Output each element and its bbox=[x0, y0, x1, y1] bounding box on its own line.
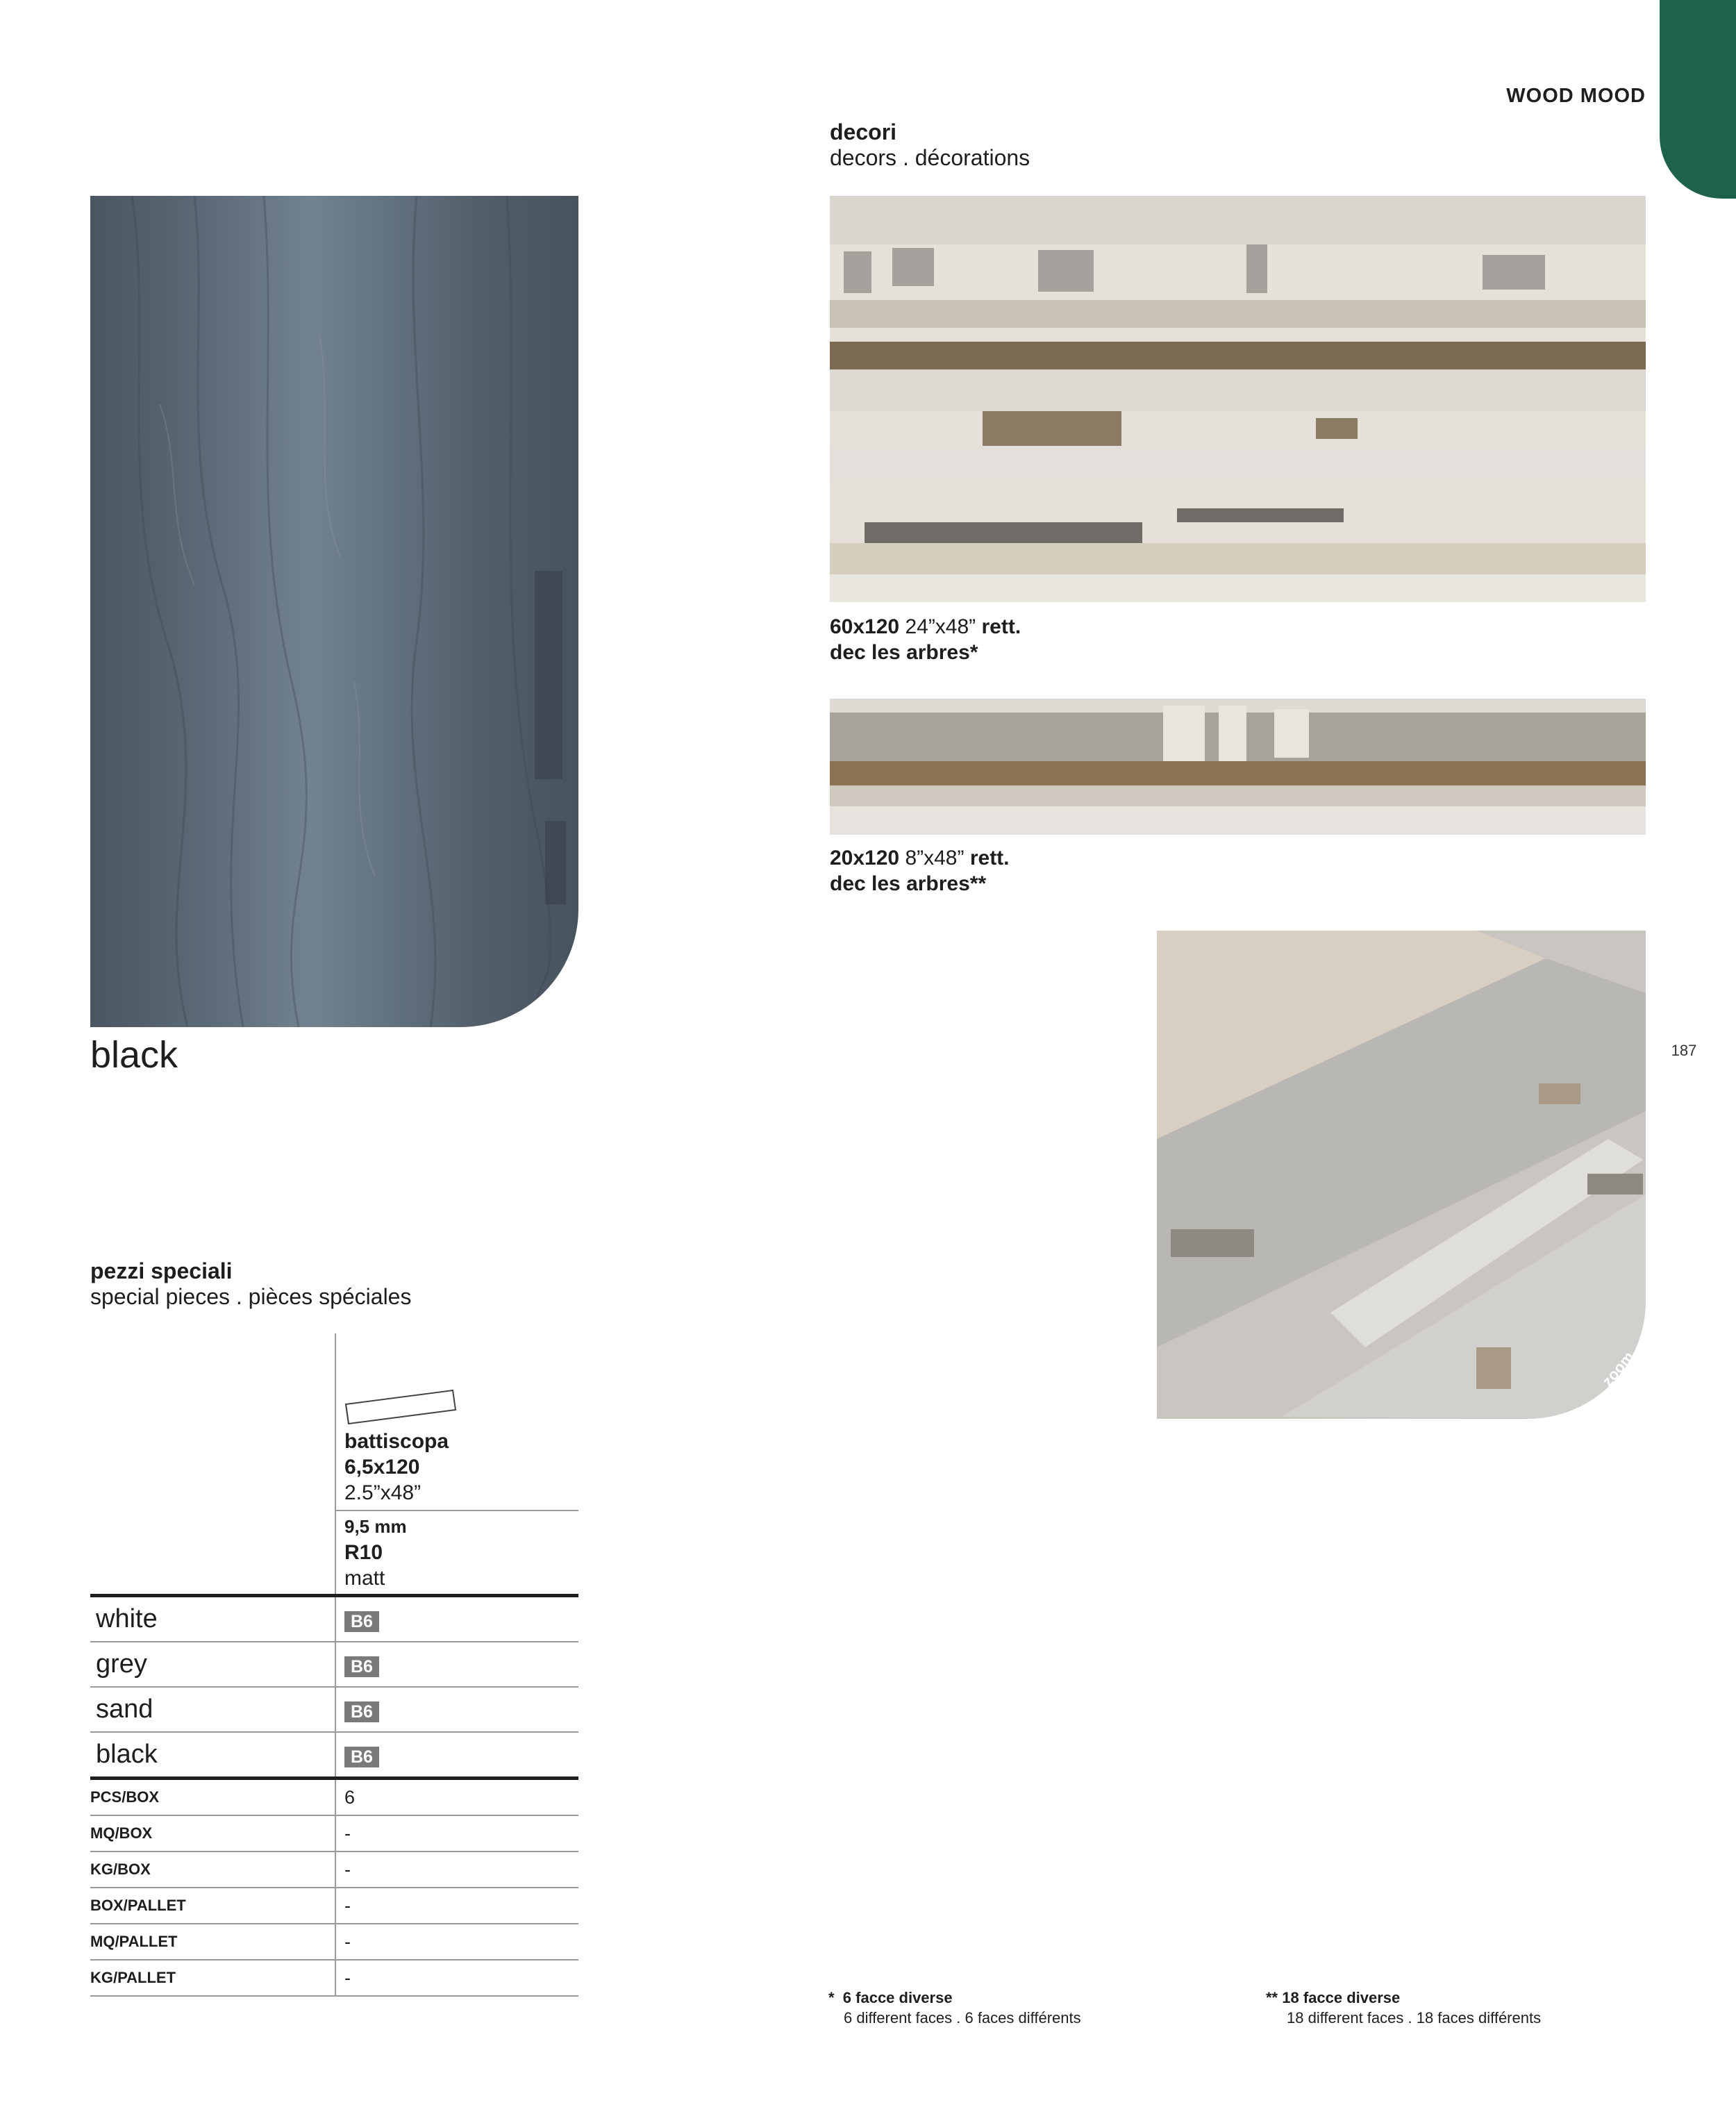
collection-title: WOOD MOOD bbox=[1506, 85, 1646, 107]
table-row bbox=[90, 1687, 578, 1732]
product-slip-rating: R10 bbox=[344, 1541, 383, 1564]
decor-size-2: 20x120 bbox=[830, 847, 900, 869]
footnote-mark-2: ** bbox=[1266, 1989, 1278, 2006]
footnote-text-1: 6 different faces . 6 faces différents bbox=[844, 2009, 1081, 2026]
packing-value: - bbox=[335, 1815, 578, 1851]
decor-caption-1 bbox=[830, 614, 1021, 665]
packing-value: - bbox=[335, 1924, 578, 1960]
product-name: battiscopa bbox=[344, 1430, 449, 1453]
table-row bbox=[90, 1851, 578, 1888]
decor-size-inch-1: 24”x48” bbox=[899, 615, 982, 638]
footnote-bold-1: 6 facce diverse bbox=[842, 1989, 953, 2006]
tile-image-black bbox=[90, 196, 578, 1027]
packing-value: - bbox=[335, 1888, 578, 1924]
availability-badge: B6 bbox=[344, 1656, 379, 1677]
availability-badge: B6 bbox=[344, 1747, 379, 1767]
product-thickness: 9,5 mm bbox=[344, 1516, 407, 1537]
packing-label: PCS/BOX bbox=[90, 1779, 335, 1816]
product-size-inch: 2.5”x48” bbox=[344, 1481, 422, 1504]
special-pieces-heading bbox=[90, 1258, 411, 1310]
color-label: black bbox=[90, 1732, 335, 1779]
table-row bbox=[90, 1815, 578, 1851]
color-label: grey bbox=[90, 1642, 335, 1687]
table-row bbox=[90, 1924, 578, 1960]
table-row bbox=[90, 1596, 578, 1642]
table-row bbox=[90, 1960, 578, 1996]
availability-badge: B6 bbox=[344, 1611, 379, 1632]
product-finish: matt bbox=[344, 1567, 385, 1590]
packing-label: KG/BOX bbox=[90, 1851, 335, 1888]
decor-image-20x120 bbox=[830, 699, 1646, 835]
color-label: white bbox=[90, 1596, 335, 1642]
footnote-text-2: 18 different faces . 18 faces différents bbox=[1287, 2009, 1542, 2026]
packing-value: 6 bbox=[335, 1779, 578, 1816]
packing-label: BOX/PALLET bbox=[90, 1888, 335, 1924]
decor-name-2: dec les arbres** bbox=[830, 872, 987, 895]
page-number: 187 bbox=[1671, 1042, 1697, 1059]
table-row bbox=[90, 1888, 578, 1924]
decors-title: decori bbox=[830, 119, 897, 144]
availability-badge: B6 bbox=[344, 1701, 379, 1722]
packing-label: KG/PALLET bbox=[90, 1960, 335, 1996]
footnote-bold-2: 18 facce diverse bbox=[1282, 1989, 1401, 2006]
decor-size-1: 60x120 bbox=[830, 615, 900, 638]
color-label: sand bbox=[90, 1687, 335, 1732]
packing-label: MQ/BOX bbox=[90, 1815, 335, 1851]
table-row bbox=[90, 1642, 578, 1687]
color-name: black bbox=[90, 1034, 178, 1076]
decor-name-1: dec les arbres* bbox=[830, 641, 978, 664]
decor-finish-2: rett. bbox=[969, 847, 1010, 869]
decor-image-60x120 bbox=[830, 196, 1646, 602]
decors-heading bbox=[830, 119, 1030, 171]
packing-value: - bbox=[335, 1960, 578, 1996]
decor-size-inch-2: 8”x48” bbox=[899, 847, 970, 869]
table-row bbox=[90, 1779, 578, 1816]
footnote-mark-1: * bbox=[828, 1989, 835, 2006]
product-size: 6,5x120 bbox=[344, 1456, 420, 1479]
decors-subtitle: decors . décorations bbox=[830, 145, 1030, 170]
section-tab bbox=[1660, 0, 1736, 199]
zoom-label: zoom bbox=[1599, 1347, 1638, 1390]
decor-finish-1: rett. bbox=[981, 615, 1021, 638]
table-row bbox=[90, 1732, 578, 1779]
decor-caption-2 bbox=[830, 845, 1010, 897]
footnote-2 bbox=[1266, 1988, 1541, 2028]
skirting-icon bbox=[344, 1389, 462, 1425]
packing-value: - bbox=[335, 1851, 578, 1888]
footnote-1 bbox=[828, 1988, 1081, 2028]
special-pieces-title: pezzi speciali bbox=[90, 1258, 233, 1283]
packing-label: MQ/PALLET bbox=[90, 1924, 335, 1960]
special-pieces-table bbox=[90, 1333, 578, 1997]
zoom-image bbox=[1157, 931, 1646, 1419]
special-pieces-subtitle: special pieces . pièces spéciales bbox=[90, 1284, 412, 1309]
